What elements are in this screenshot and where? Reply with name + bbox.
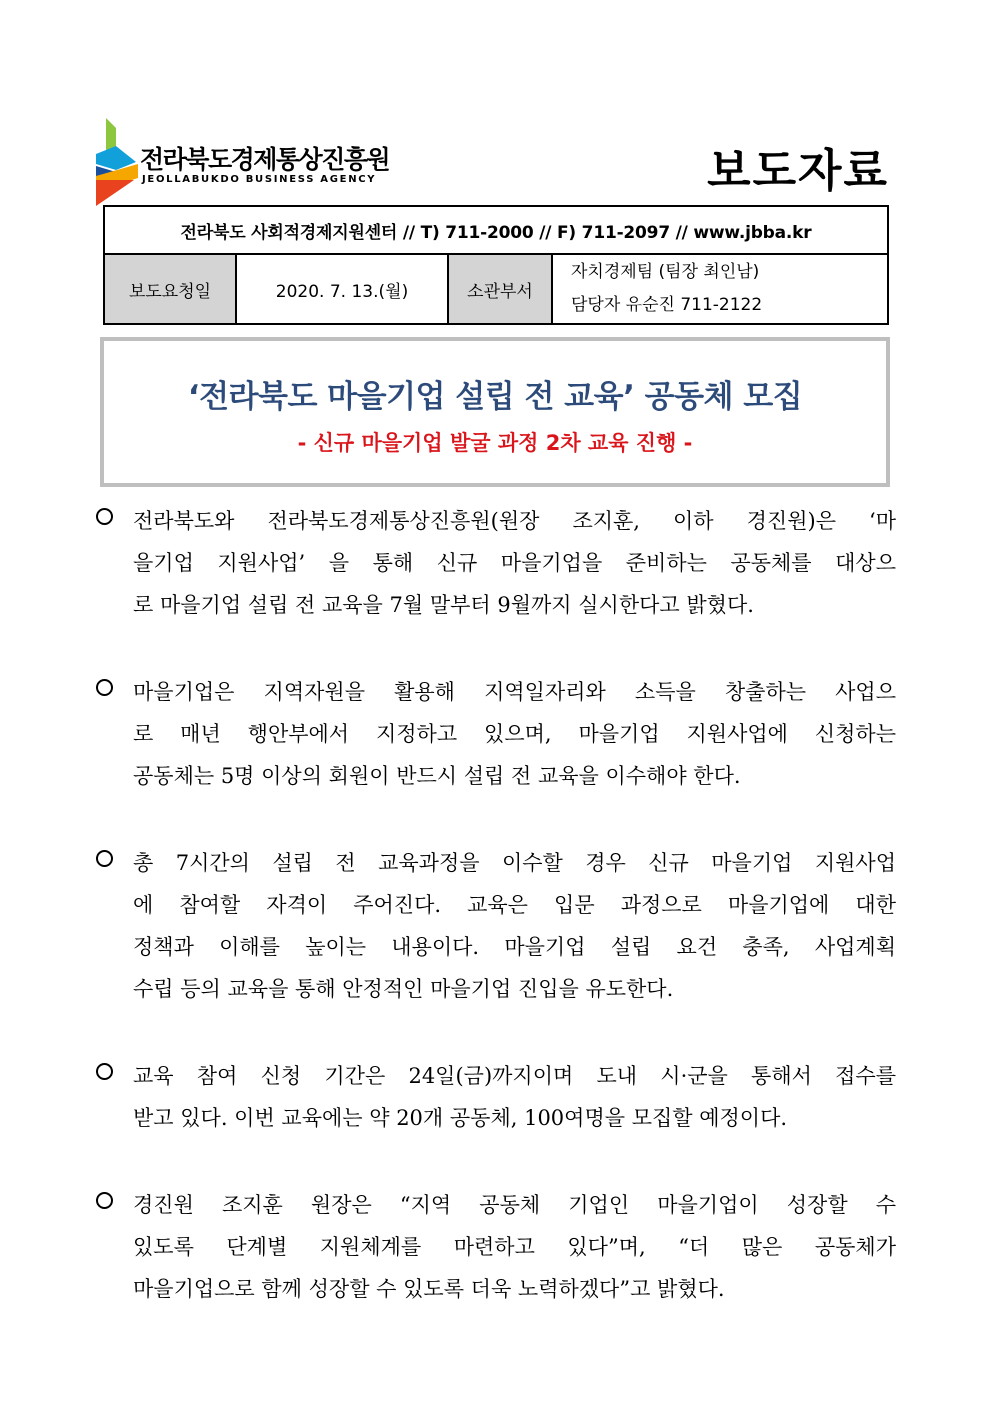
paragraph-line: 교육 참여 신청 기간은 24일(금)까지이며 도내 시·군을 통해서 접수를 [133,1064,896,1088]
paragraph-line: 전라북도와 전라북도경제통상진흥원(원장 조지훈, 이하 경진원)은 ‘마 [133,509,896,533]
paragraph [96,842,896,1010]
paragraph-line: 공동체는 5명 이상의 회원이 반드시 설립 전 교육을 이수해야 한다. [133,764,741,788]
agency-logo-mark-icon [92,118,144,206]
paragraph-line: 마을기업으로 함께 성장할 수 있도록 더욱 노력하겠다”고 밝혔다. [133,1277,725,1301]
agency-logo [92,118,390,206]
department-team: 자치경제팀 (팀장 최인남) [571,262,760,282]
paragraph-line: 마을기업은 지역자원을 활용해 지역일자리와 소득을 창출하는 사업으 [133,680,896,704]
paragraph [96,1184,896,1310]
paragraph-line: 경진원 조지훈 원장은 “지역 공동체 기업인 마을기업이 성장할 수 [133,1193,896,1217]
request-date-label: 보도요청일 [104,254,236,324]
circle-bullet-icon [96,679,113,696]
headline-subtitle: - 신규 마을기업 발굴 과정 2차 교육 진행 - [297,431,693,455]
paragraph-line: 있도록 단계별 지원체계를 마련하고 있다”며, “더 많은 공동체가 [133,1235,896,1259]
paragraph-line: 로 마을기업 설립 전 교육을 7월 말부터 9월까지 실시한다고 밝혔다. [133,593,754,617]
department-info [552,254,888,324]
press-info-table [103,205,889,325]
agency-name-english: JEOLLABUKDO BUSINESS AGENCY [142,174,377,185]
circle-bullet-icon [96,508,113,525]
circle-bullet-icon [96,1063,113,1080]
paragraph-line: 을기업 지원사업’ 을 통해 신규 마을기업을 준비하는 공동체를 대상으 [133,551,896,575]
contact-line: 전라북도 사회적경제지원센터 // T) 711-2000 // F) 711-2097 // www.jbba.kr [104,206,888,254]
department-contact: 담당자 유순진 711-2122 [571,295,763,315]
agency-name-korean: 전라북도경제통상진흥원 [140,145,390,174]
article-body [96,500,896,1310]
paragraph [96,1055,896,1139]
paragraph-line: 받고 있다. 이번 교육에는 약 20개 공동체, 100여명을 모집할 예정이다. [133,1106,788,1130]
paragraph-line: 로 매년 행안부에서 지정하고 있으며, 마을기업 지원사업에 신청하는 [133,722,896,746]
circle-bullet-icon [96,850,113,867]
paragraph-line: 에 참여할 자격이 주어진다. 교육은 입문 과정으로 마을기업에 대한 [133,893,896,917]
paragraph-line: 정책과 이해를 높이는 내용이다. 마을기업 설립 요건 충족, 사업계획 [133,935,896,959]
headline-title: ‘전라북도 마을기업 설립 전 교육’ 공동체 모집 [187,379,803,415]
paragraph [96,500,896,626]
document-type-title: 보도자료 [707,144,889,197]
department-label: 소관부서 [448,254,552,324]
request-date: 2020. 7. 13.(월) [236,254,448,324]
paragraph-line: 수립 등의 교육을 통해 안정적인 마을기업 진입을 유도한다. [133,977,674,1001]
paragraph [96,671,896,797]
headline-box [100,337,890,487]
circle-bullet-icon [96,1192,113,1209]
paragraph-line: 총 7시간의 설립 전 교육과정을 이수할 경우 신규 마을기업 지원사업 [133,851,896,875]
